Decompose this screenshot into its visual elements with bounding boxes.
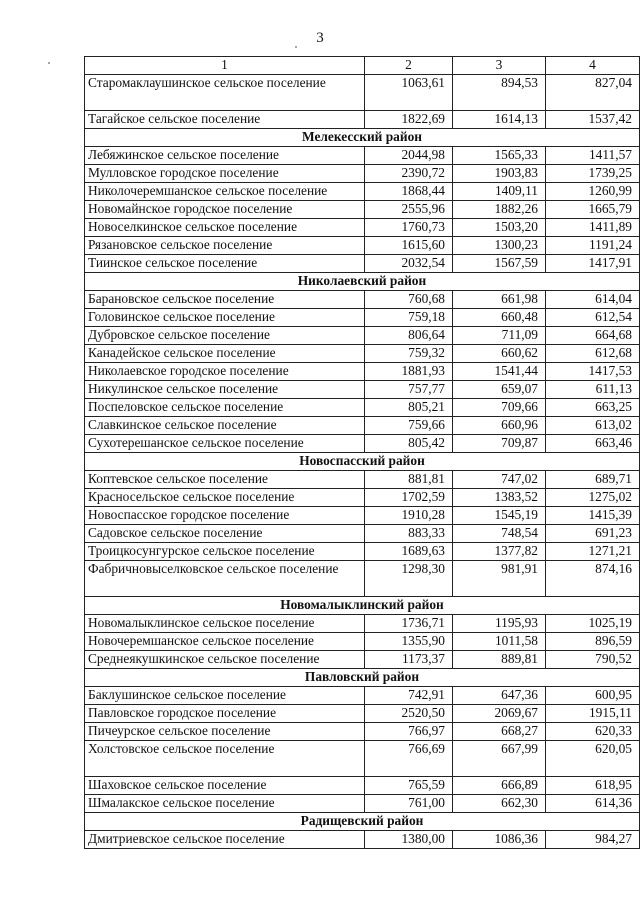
header-cell-4: 4 <box>546 57 640 75</box>
value-col-4: 611,13 <box>546 381 640 399</box>
district-name: Николаевский район <box>85 273 640 291</box>
value-col-4: 984,27 <box>546 831 640 849</box>
value-col-2: 1689,63 <box>365 543 453 561</box>
header-cell-1: 1 <box>85 57 365 75</box>
settlement-name: Шаховское сельское поселение <box>85 777 365 795</box>
table-row <box>85 507 640 525</box>
table-row <box>85 471 640 489</box>
district-header-row <box>85 597 640 615</box>
table-row <box>85 183 640 201</box>
table-body <box>85 57 640 849</box>
value-col-2: 2032,54 <box>365 255 453 273</box>
value-col-4: 1537,42 <box>546 111 640 129</box>
value-col-2: 1736,71 <box>365 615 453 633</box>
value-col-3: 666,89 <box>453 777 546 795</box>
table-row <box>85 777 640 795</box>
value-col-3: 647,36 <box>453 687 546 705</box>
value-col-3: 1409,11 <box>453 183 546 201</box>
table-row <box>85 795 640 813</box>
value-col-2: 761,00 <box>365 795 453 813</box>
value-col-2: 1702,59 <box>365 489 453 507</box>
value-col-3: 1383,52 <box>453 489 546 507</box>
value-col-3: 660,96 <box>453 417 546 435</box>
value-col-3: 1086,36 <box>453 831 546 849</box>
header-cell-3: 3 <box>453 57 546 75</box>
settlements-table <box>84 56 640 849</box>
settlement-name: Головинское сельское поселение <box>85 309 365 327</box>
district-name: Новомалыклинский район <box>85 597 640 615</box>
value-col-3: 981,91 <box>453 561 546 597</box>
settlement-name: Новоспасское городское поселение <box>85 507 365 525</box>
table-row <box>85 705 640 723</box>
settlement-name: Холстовское сельское поселение <box>85 741 365 777</box>
value-col-4: 1415,39 <box>546 507 640 525</box>
district-header-row <box>85 129 640 147</box>
settlement-name: Николочеремшанское сельское поселение <box>85 183 365 201</box>
value-col-4: 827,04 <box>546 75 640 111</box>
header-cell-2: 2 <box>365 57 453 75</box>
settlement-name: Славкинское сельское поселение <box>85 417 365 435</box>
value-col-3: 660,62 <box>453 345 546 363</box>
table-row <box>85 435 640 453</box>
value-col-2: 766,69 <box>365 741 453 777</box>
value-col-2: 759,66 <box>365 417 453 435</box>
table-row <box>85 687 640 705</box>
value-col-3: 709,66 <box>453 399 546 417</box>
value-col-2: 742,91 <box>365 687 453 705</box>
value-col-4: 664,68 <box>546 327 640 345</box>
table-row <box>85 381 640 399</box>
table-row <box>85 255 640 273</box>
value-col-2: 1868,44 <box>365 183 453 201</box>
value-col-4: 1271,21 <box>546 543 640 561</box>
value-col-3: 1377,82 <box>453 543 546 561</box>
value-col-3: 1545,19 <box>453 507 546 525</box>
value-col-4: 790,52 <box>546 651 640 669</box>
value-col-2: 806,64 <box>365 327 453 345</box>
settlement-name: Шмалакское сельское поселение <box>85 795 365 813</box>
settlement-name: Барановское сельское поселение <box>85 291 365 309</box>
settlement-name: Троицкосунгурское сельское поселение <box>85 543 365 561</box>
value-col-3: 1565,33 <box>453 147 546 165</box>
value-col-2: 759,18 <box>365 309 453 327</box>
table-row <box>85 309 640 327</box>
value-col-2: 1760,73 <box>365 219 453 237</box>
value-col-4: 618,95 <box>546 777 640 795</box>
value-col-3: 660,48 <box>453 309 546 327</box>
settlement-name: Фабричновыселковское сельское поселение <box>85 561 365 597</box>
table-row <box>85 489 640 507</box>
settlement-name: Павловское городское поселение <box>85 705 365 723</box>
value-col-3: 668,27 <box>453 723 546 741</box>
value-col-4: 1739,25 <box>546 165 640 183</box>
value-col-3: 1195,93 <box>453 615 546 633</box>
settlement-name: Тагайское сельское поселение <box>85 111 365 129</box>
value-col-3: 662,30 <box>453 795 546 813</box>
settlement-name: Дубровское сельское поселение <box>85 327 365 345</box>
value-col-4: 663,25 <box>546 399 640 417</box>
settlement-name: Николаевское городское поселение <box>85 363 365 381</box>
settlement-name: Канадейское сельское поселение <box>85 345 365 363</box>
scan-speck <box>295 46 297 48</box>
value-col-2: 805,21 <box>365 399 453 417</box>
district-header-row <box>85 453 640 471</box>
settlement-name: Новомайнское городское поселение <box>85 201 365 219</box>
value-col-2: 1822,69 <box>365 111 453 129</box>
table-row <box>85 543 640 561</box>
value-col-4: 1260,99 <box>546 183 640 201</box>
value-col-2: 1173,37 <box>365 651 453 669</box>
value-col-2: 2044,98 <box>365 147 453 165</box>
value-col-4: 874,16 <box>546 561 640 597</box>
settlement-name: Новочеремшанское сельское поселение <box>85 633 365 651</box>
value-col-3: 1567,59 <box>453 255 546 273</box>
table-row <box>85 165 640 183</box>
value-col-3: 667,99 <box>453 741 546 777</box>
value-col-4: 614,36 <box>546 795 640 813</box>
value-col-3: 747,02 <box>453 471 546 489</box>
district-header-row <box>85 669 640 687</box>
table-row <box>85 525 640 543</box>
value-col-4: 613,02 <box>546 417 640 435</box>
value-col-2: 765,59 <box>365 777 453 795</box>
value-col-4: 600,95 <box>546 687 640 705</box>
value-col-3: 1300,23 <box>453 237 546 255</box>
value-col-4: 612,54 <box>546 309 640 327</box>
settlement-name: Красносельское сельское поселение <box>85 489 365 507</box>
value-col-3: 1903,83 <box>453 165 546 183</box>
value-col-3: 1614,13 <box>453 111 546 129</box>
value-col-2: 2520,50 <box>365 705 453 723</box>
value-col-3: 1541,44 <box>453 363 546 381</box>
page-number: 3 <box>316 30 324 46</box>
value-col-3: 661,98 <box>453 291 546 309</box>
value-col-4: 1025,19 <box>546 615 640 633</box>
value-col-2: 1615,60 <box>365 237 453 255</box>
table-row <box>85 831 640 849</box>
table-row <box>85 723 640 741</box>
value-col-3: 1882,26 <box>453 201 546 219</box>
district-name: Павловский район <box>85 669 640 687</box>
value-col-2: 881,81 <box>365 471 453 489</box>
settlement-name: Тиинское сельское поселение <box>85 255 365 273</box>
district-header-row <box>85 273 640 291</box>
value-col-2: 1355,90 <box>365 633 453 651</box>
value-col-4: 663,46 <box>546 435 640 453</box>
district-name: Новоспасский район <box>85 453 640 471</box>
value-col-4: 691,23 <box>546 525 640 543</box>
value-col-2: 2390,72 <box>365 165 453 183</box>
table-row <box>85 327 640 345</box>
district-header-row <box>85 813 640 831</box>
table-row <box>85 363 640 381</box>
settlement-name: Новоселкинское сельское поселение <box>85 219 365 237</box>
value-col-2: 757,77 <box>365 381 453 399</box>
table-row <box>85 651 640 669</box>
value-col-3: 894,53 <box>453 75 546 111</box>
settlement-name: Лебяжинское сельское поселение <box>85 147 365 165</box>
value-col-3: 659,07 <box>453 381 546 399</box>
table-row <box>85 111 640 129</box>
settlement-name: Мулловское городское поселение <box>85 165 365 183</box>
value-col-4: 689,71 <box>546 471 640 489</box>
value-col-4: 1417,91 <box>546 255 640 273</box>
settlement-name: Сухотерешанское сельское поселение <box>85 435 365 453</box>
value-col-3: 748,54 <box>453 525 546 543</box>
value-col-4: 612,68 <box>546 345 640 363</box>
value-col-2: 805,42 <box>365 435 453 453</box>
settlement-name: Никулинское сельское поселение <box>85 381 365 399</box>
settlement-name: Садовское сельское поселение <box>85 525 365 543</box>
value-col-3: 1011,58 <box>453 633 546 651</box>
value-col-2: 1881,93 <box>365 363 453 381</box>
value-col-2: 1298,30 <box>365 561 453 597</box>
table-row <box>85 201 640 219</box>
value-col-2: 766,97 <box>365 723 453 741</box>
settlement-name: Коптевское сельское поселение <box>85 471 365 489</box>
table-row <box>85 219 640 237</box>
value-col-4: 896,59 <box>546 633 640 651</box>
table-row <box>85 615 640 633</box>
settlement-name: Дмитриевское сельское поселение <box>85 831 365 849</box>
table-row <box>85 741 640 777</box>
table-row <box>85 75 640 111</box>
value-col-2: 760,68 <box>365 291 453 309</box>
table-row <box>85 291 640 309</box>
table-row <box>85 147 640 165</box>
value-col-2: 1063,61 <box>365 75 453 111</box>
settlement-name: Пичеурское сельское поселение <box>85 723 365 741</box>
value-col-3: 711,09 <box>453 327 546 345</box>
value-col-2: 1380,00 <box>365 831 453 849</box>
value-col-4: 620,33 <box>546 723 640 741</box>
settlement-name: Новомалыклинское сельское поселение <box>85 615 365 633</box>
value-col-2: 1910,28 <box>365 507 453 525</box>
header-row <box>85 57 640 75</box>
value-col-3: 709,87 <box>453 435 546 453</box>
value-col-4: 1411,89 <box>546 219 640 237</box>
value-col-4: 1275,02 <box>546 489 640 507</box>
settlement-name: Среднеякушкинское сельское поселение <box>85 651 365 669</box>
value-col-4: 620,05 <box>546 741 640 777</box>
value-col-2: 759,32 <box>365 345 453 363</box>
settlement-name: Старомаклаушинское сельское поселение <box>85 75 365 111</box>
table-row <box>85 399 640 417</box>
district-name: Радищевский район <box>85 813 640 831</box>
value-col-2: 883,33 <box>365 525 453 543</box>
settlement-name: Баклушинское сельское поселение <box>85 687 365 705</box>
scan-speck <box>48 62 50 64</box>
value-col-4: 1915,11 <box>546 705 640 723</box>
value-col-4: 1417,53 <box>546 363 640 381</box>
value-col-4: 614,04 <box>546 291 640 309</box>
value-col-3: 2069,67 <box>453 705 546 723</box>
value-col-3: 1503,20 <box>453 219 546 237</box>
value-col-4: 1191,24 <box>546 237 640 255</box>
district-name: Мелекесский район <box>85 129 640 147</box>
value-col-2: 2555,96 <box>365 201 453 219</box>
table-row <box>85 417 640 435</box>
table-row <box>85 345 640 363</box>
settlement-name: Поспеловское сельское поселение <box>85 399 365 417</box>
value-col-3: 889,81 <box>453 651 546 669</box>
settlement-name: Рязановское сельское поселение <box>85 237 365 255</box>
value-col-4: 1411,57 <box>546 147 640 165</box>
table-row <box>85 561 640 597</box>
table-row <box>85 237 640 255</box>
table-row <box>85 633 640 651</box>
value-col-4: 1665,79 <box>546 201 640 219</box>
